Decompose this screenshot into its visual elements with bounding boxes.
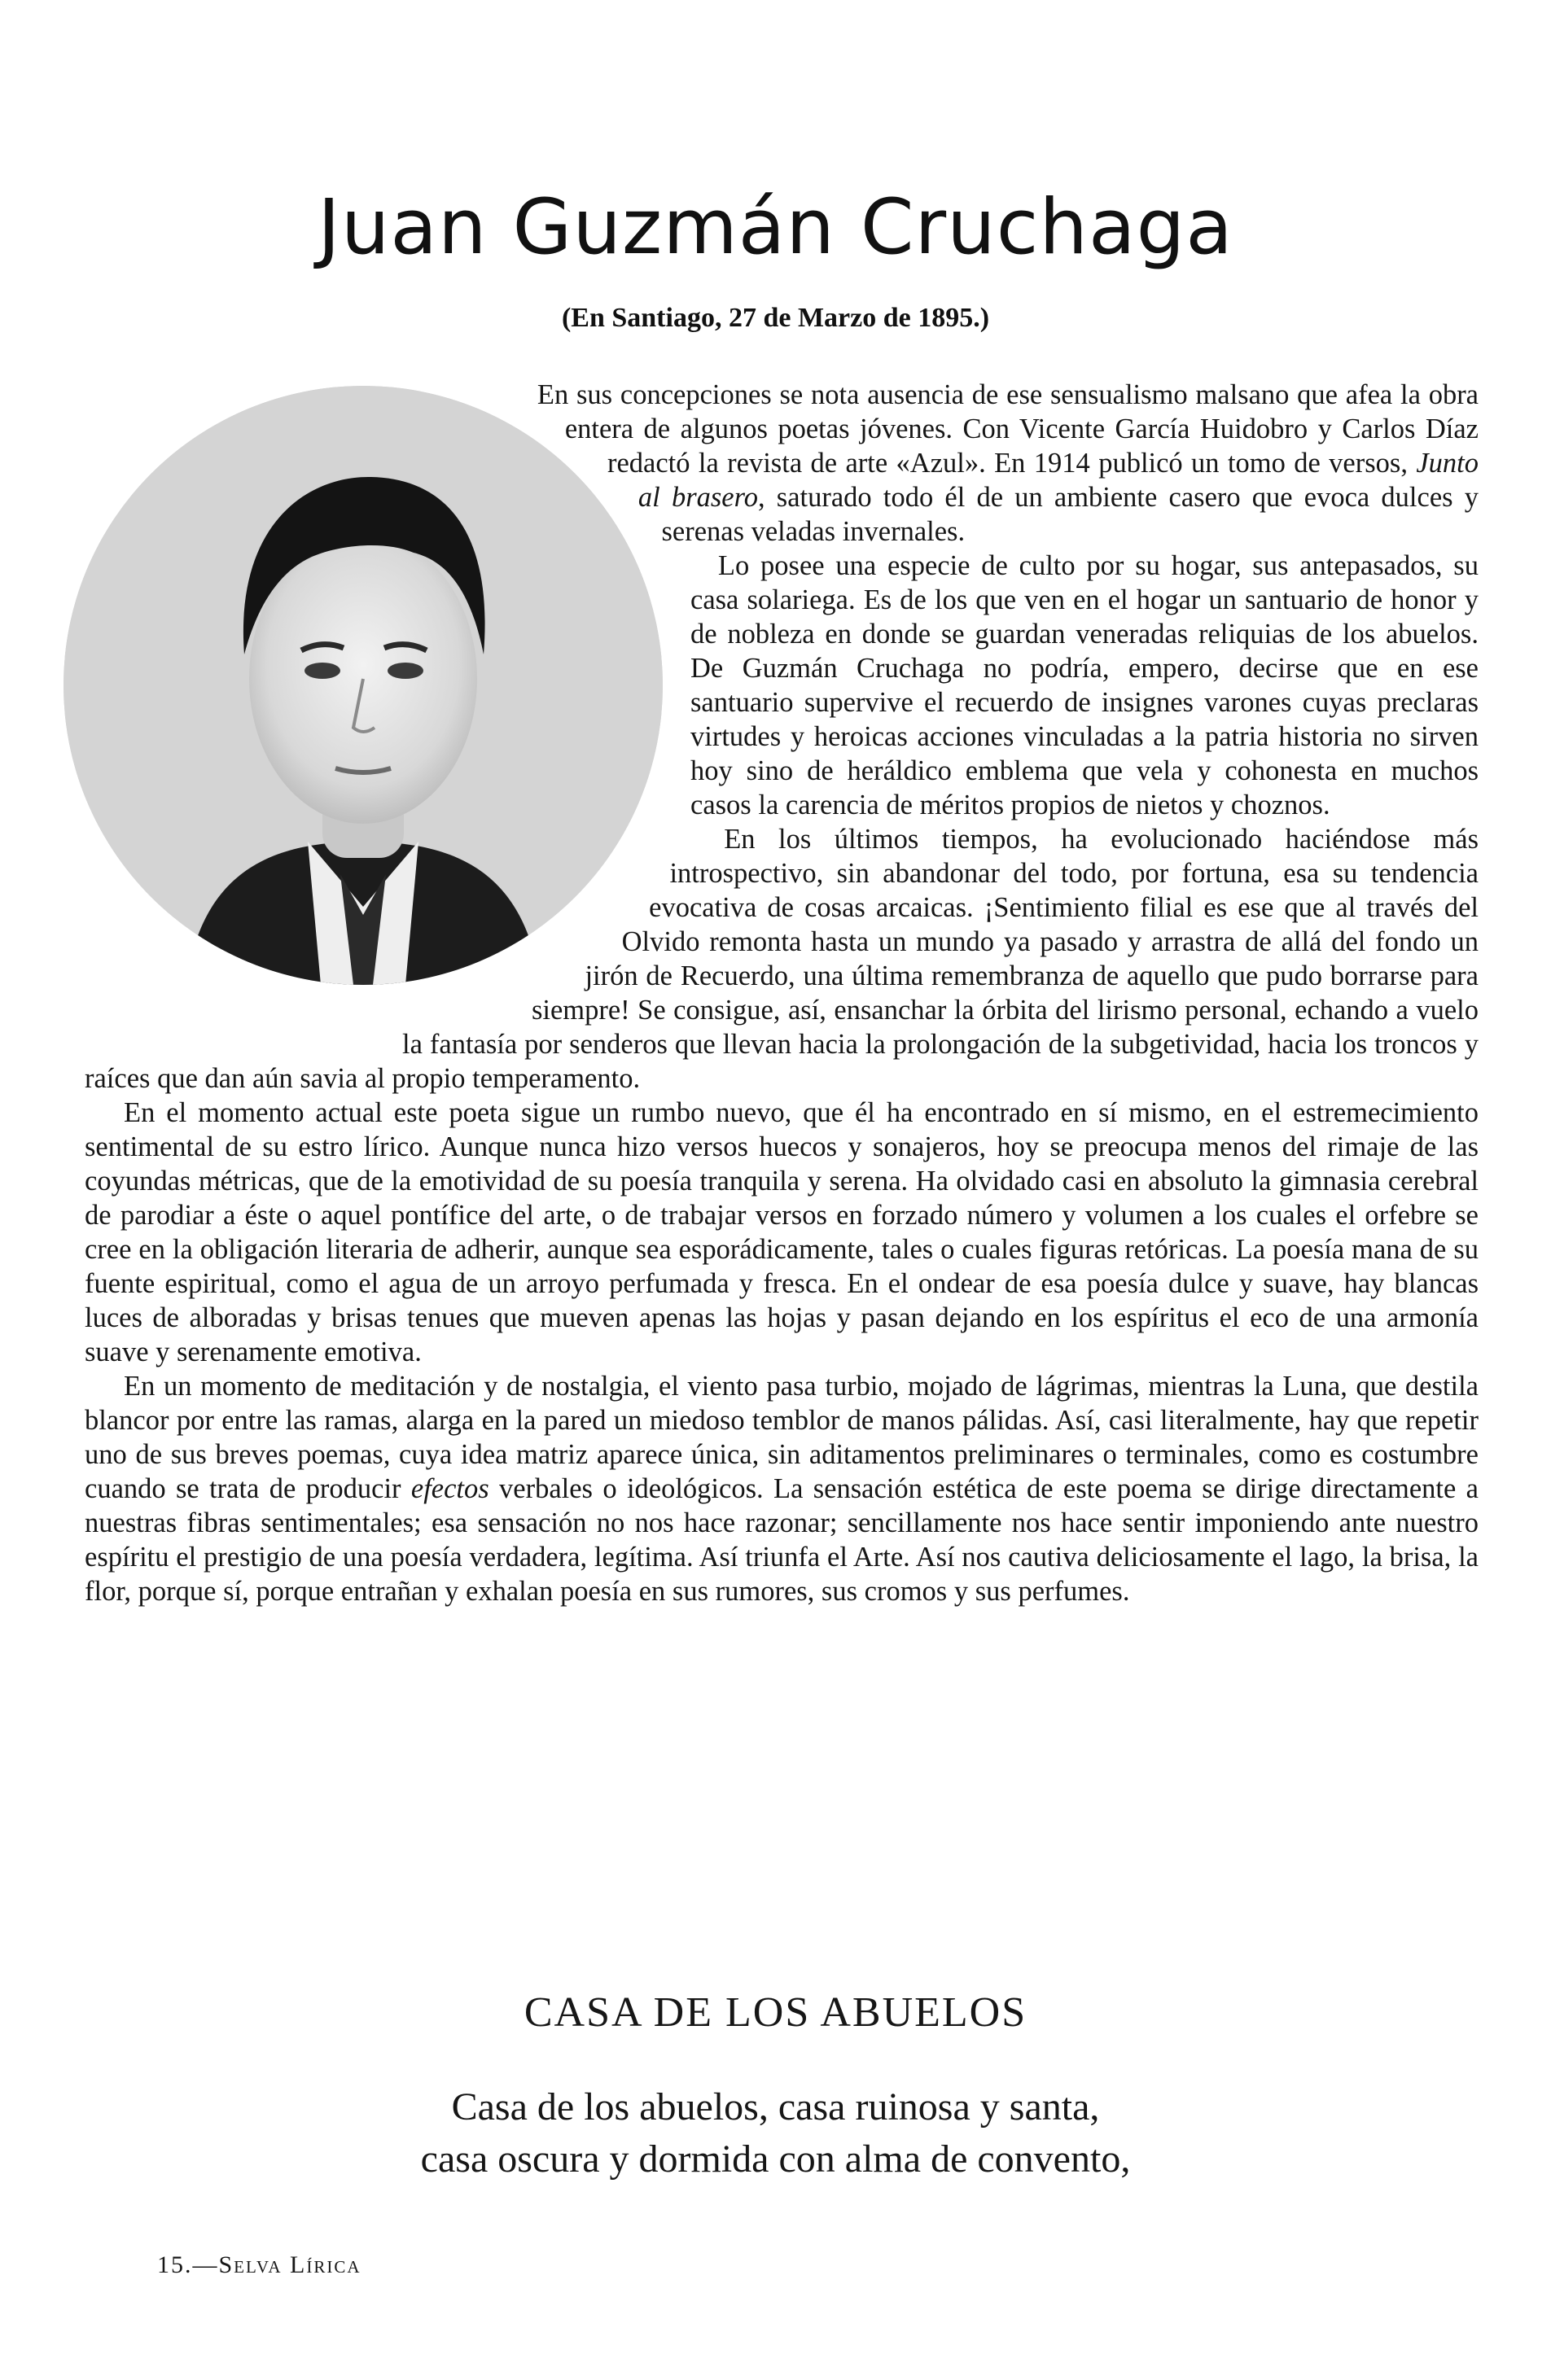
bio-paragraph: En sus concepciones se nota ausencia de ese sensualismo malsano que afea la obra entera de algunos poetas jóvenes. Con Vicente García Huidobro y Carlos Díaz redactó la revista de arte «Azul». En 1914 publicó un tomo de versos, Junto al brasero, saturado todo él de un ambiente casero que evoca dulces y serenas veladas invernales. [537,379,1479,547]
bio-paragraph: En el momento actual este poeta sigue un rumbo nuevo, que él ha encontrado en sí mismo, en el estremecimiento sentimental de su estro lírico. Aunque nunca hizo versos huecos y sonajeros, hoy se preocupa menos del rimaje de las coyundas métricas, que de la emotividad de su poesía tranquila y serena. Ha olvidado casi en absoluto la gimnasia cerebral de parodiar a éste o aquel pontífice del arte, o de trabajar versos en forzado número y volumen a los cuales el orfebre se cree en la obligación literaria de adherir, aunque sea esporádicamente, tales o cuales figuras retóricas. La poesía mana de su fuente espiritual, como el agua de un arroyo perfumada y fresca. En el ondear de esa poesía dulce y suave, hay blancas luces de alboradas y brisas tenues que mueven apenas las hojas y pasan dejando en los espíritus el eco de una armonía suave y serenamente emotiva. [85,1097,1479,1367]
poem-verses [0,2081,1551,2185]
bio-paragraph: En los últimos tiempos, ha evolucionado haciéndose más introspectivo, sin abandonar del todo, por fortuna, esa su tendencia evocativa de cosas arcaicas. ¡Sentimiento filial es ese que al través del Olvido remonta hasta un mundo ya pasado y arrastra de allá del fondo un jirón de Recuerdo, una última remembranza de aquello que pudo borrarse para siempre! Se consigue, así, ensanchar la órbita del lirismo personal, echando a vuelo la fantasía por senderos que llevan hacia la prolongación de la subgetividad, hacia los troncos y raíces que dan aún savia al propio temperamento. [85,824,1479,1094]
portrait-wrap-spacer [85,378,671,1042]
book-title: Junto al brasero [637,448,1479,513]
poem-line: Casa de los abuelos, casa ruinosa y santa, [451,2085,1100,2128]
page-footer-signature: 15.—Selva Lírica [157,2251,361,2278]
bio-paragraph: En un momento de meditación y de nostalgia, el viento pasa turbio, mojado de lágrimas, mientras la Luna, que destila blancor por entre las ramas, alarga en la pared un miedoso temblor de manos pálidas. Así, casi literalmente, hay que repetir uno de sus breves poemas, cuya idea matriz aparece única, sin aditamentos preliminares o terminales, como es costumbre cuando se trata de producir efectos verbales o ideológicos. La sensación estética de este poema se dirige directamente a nuestras fibras sentimentales; esa sensación no nos hace razonar; sencillamente nos hace sentir imponiendo ante nuestro espíritu el prestigio de una poesía verdadera, legítima. Así triunfa el Arte. Así nos cautiva deliciosamente el lago, la brisa, la flor, porque sí, porque entrañan y exhalan poesía en sus rumores, sus cromos y sus perfumes. [85,1371,1479,1607]
bio-paragraph: Lo posee una especie de culto por su hogar, sus antepasados, su casa solariega. Es de los que ven en el hogar un santuario de honor y de nobleza en donde se guardan veneradas reliquias de los abuelos. De Guzmán Cruchaga no podría, empero, decirse que en ese santuario supervive el recuerdo de insignes varones cuyas preclaras virtudes y heroicas acciones vinculadas a la patria historia no sirven hoy sino de heráldico emblema que vela y cohonesta en muchos casos la carencia de méritos propios de nietos y choznos. [690,550,1479,820]
biography-text [85,378,1479,1608]
poem-title: CASA DE LOS ABUELOS [524,1989,1027,2036]
page-title: Juan Guzmán Cruchaga [318,183,1233,272]
emphasized-word: efectos [410,1473,489,1504]
birth-info-subtitle: (En Santiago, 27 de Marzo de 1895.) [561,303,990,333]
poem-line: casa oscura y dormida con alma de convento, [420,2137,1131,2181]
